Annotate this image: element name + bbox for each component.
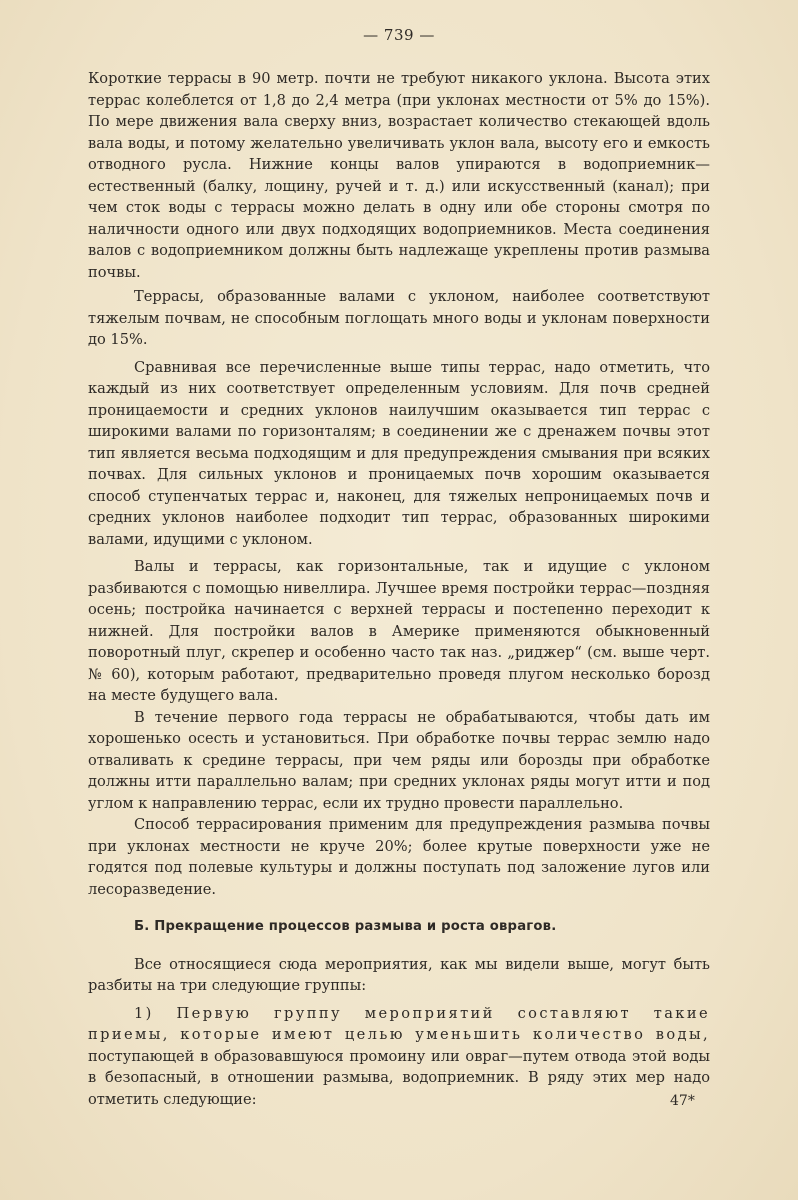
paragraph-terrace-comparison: Сравнивая все перечисленные выше типы террас, надо отметить, что каждый из них соответствует определенным условиям. Для почв средней проницаемости и средних уклонов наилучшим оказывается тип террас с широкими валами по горизонталям; в соединении же с дренажем почвы этот тип является весьма подходящим и для предупреждения смывания при всяких почвах. Для сильных уклонов и проницаемых почв хорошим оказывается способ ступенчатых террас и, наконец, для тяжелых непроницаемых почв и средних уклонов наиболее подходит тип террас, образованных широкими валами, идущими с уклоном. [88, 358, 710, 548]
paragraph-measures-groups: Все относящиеся сюда мероприятия, как мы видели выше, могут быть разбиты на три следующие группы: [88, 955, 710, 994]
page-number: — 739 — [363, 26, 435, 44]
printer-signature-mark: 47* [670, 1093, 695, 1109]
paragraph-terrace-construction: Валы и террасы, как горизонтальные, так и идущие с уклоном разбиваются с помощью нивеллира. Лучшее время постройки террас—поздняя осень; постройка начинается с верхней террасы и постепенно переходит к нижней. Для постройки валов в Америке применяются обыкновенный поворотный плуг, скрепер и особенно часто так наз. „риджер“ (см. выше черт. № 60), которым работают, предварительно проведя плугом несколько борозд на месте будущего вала. [88, 558, 710, 704]
paragraph-terracing-limits: Способ террасирования применим для предупреждения размыва почвы при уклонах местности не круче 20%; более крутые поверхности уже не годятся под полевые культуры и должны поступать под заложение лугов или лесоразведение. [88, 816, 710, 898]
section-heading: Б. Прекращение процессов размыва и роста оврагов. [134, 919, 557, 934]
body-text [88, 68, 710, 1110]
paragraph-terrace-height: Короткие террасы в 90 метр. почти не требуют никакого уклона. Высота этих террас колеблется от 1,8 до 2,4 метра (при уклонах местности от 5% до 15%). По мере движения вала сверху вниз, возрастает количество стекающей вдоль вала воды, и потому желательно увеличивать уклон вала, высоту его и емкость отводного русла. Нижние концы валов упираются в водоприемник—естественный (балку, лощину, ручей и т. д.) или искусственный (канал); при чем сток воды с террасы можно делать в одну или обе стороны смотря по наличности одного или двух подходящих водоприемников. Места соединения валов с водоприемником должны быть надлежаще укреплены против размыва почвы. [88, 70, 710, 281]
paragraph-first-group [88, 1003, 710, 1111]
first-group-spaced-text: 1) Первую группу мероприятий составляют такие приемы, которые имеют целью уменьшить количество воды, [88, 1004, 710, 1043]
first-group-text: поступающей в образовавшуюся промоину или овраг—путем отвода этой воды в безопасный, в отношении размыва, водоприемник. В ряду этих мер надо отметить следующие: [88, 1047, 710, 1108]
paragraph-terrace-cultivation: В течение первого года террасы не обрабатываются, чтобы дать им хорошенько осесть и установиться. При обработке почвы террас землю надо отваливать к средине террасы, при чем ряды или борозды при обработке должны итти параллельно валам; при средних уклонах ряды могут итти и под углом к направлению террас, если их трудно провести параллельно. [88, 708, 710, 812]
paragraph-sloped-terraces: Террасы, образованные валами с уклоном, наиболее соответствуют тяжелым почвам, не способным поглощать много воды и уклонам поверхности до 15%. [88, 288, 710, 348]
